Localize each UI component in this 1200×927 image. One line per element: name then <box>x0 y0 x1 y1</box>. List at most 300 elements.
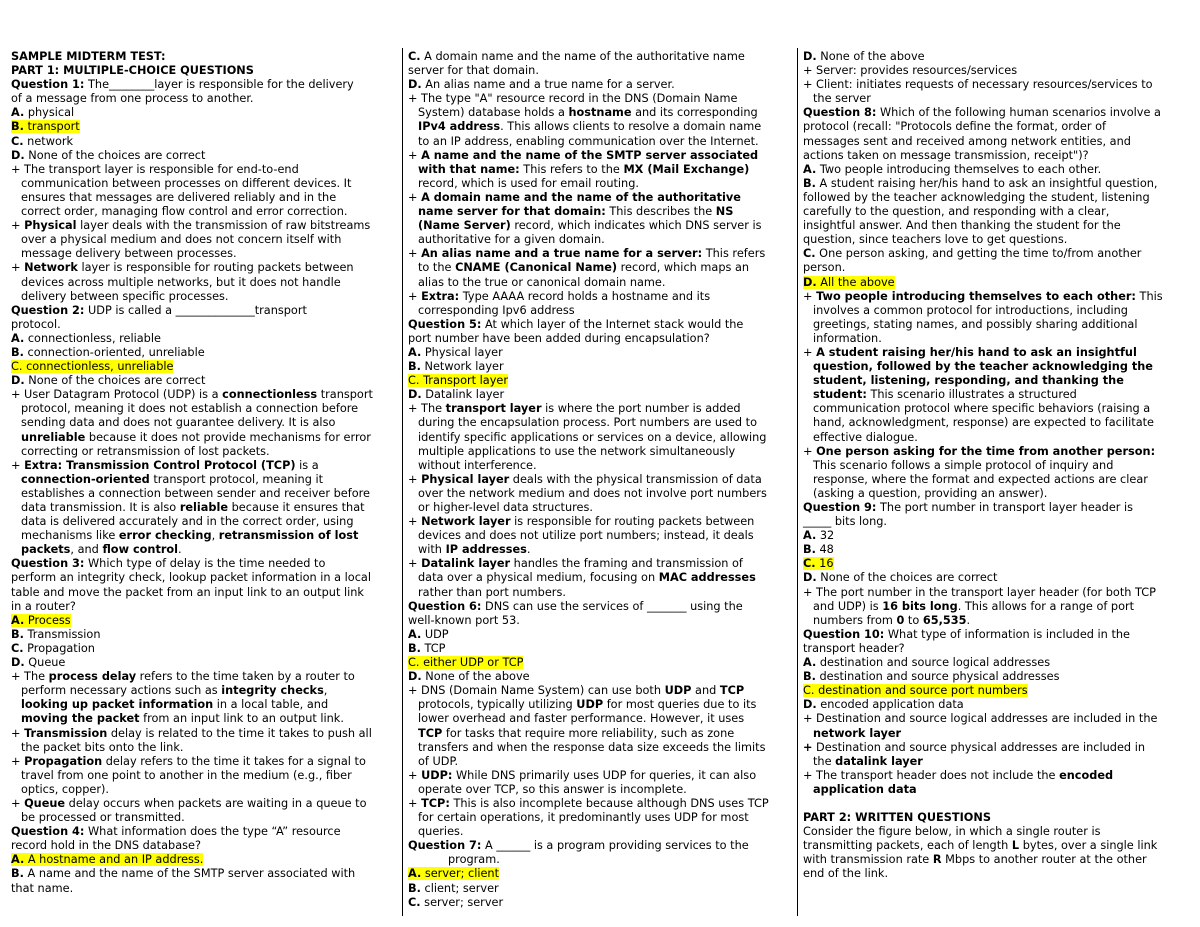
text-line <box>408 50 791 64</box>
text-line <box>11 50 396 64</box>
text-line <box>803 825 1188 839</box>
text-line <box>408 276 791 290</box>
bold-text: network layer <box>813 726 902 740</box>
text-line <box>11 290 396 304</box>
bold-text: C. <box>408 50 421 63</box>
bold-text: + <box>803 740 813 754</box>
text-line <box>408 797 791 811</box>
highlighted-answer: A. <box>11 853 25 867</box>
text-span: operate over TCP, so this answer is incomplete. <box>418 782 687 796</box>
text-span: delay refers to the time it takes for a signal to <box>102 754 366 768</box>
bold-text: D. <box>11 148 25 162</box>
text-line <box>803 233 1188 247</box>
text-line <box>11 92 396 106</box>
text-line <box>408 92 791 106</box>
text-span: corresponding Ipv6 address <box>418 303 575 317</box>
bold-text: SAMPLE MIDTERM TEST: <box>11 50 166 63</box>
text-line <box>803 106 1188 120</box>
bold-text: 16 bits long <box>882 599 958 613</box>
text-span: Transmission <box>23 627 101 641</box>
text-span: + <box>408 190 422 204</box>
column-divider-right <box>797 48 798 916</box>
text-line <box>11 515 396 529</box>
bold-text: Extra: Transmission Control Protocol (TCP) <box>24 458 296 472</box>
text-span: , <box>211 529 219 543</box>
text-span: . <box>966 613 971 627</box>
text-line <box>803 797 1188 811</box>
text-span: + <box>11 796 25 810</box>
text-line <box>11 600 396 614</box>
text-span: Two people introducing themselves to each other. <box>816 162 1102 176</box>
text-span: Datalink layer <box>421 388 505 402</box>
text-line <box>803 149 1188 163</box>
text-line <box>803 64 1188 78</box>
bold-text: Physical layer <box>421 472 510 486</box>
highlighted-answer: C. <box>803 557 816 571</box>
bold-text: TCP: <box>421 796 450 810</box>
bold-text: integrity checks <box>221 684 324 698</box>
text-line <box>803 388 1188 402</box>
text-span: the <box>813 754 836 768</box>
bold-text: connection-oriented <box>21 472 150 486</box>
text-span: + <box>408 557 422 571</box>
text-span: travel from one point to another in the medium (e.g., fiber <box>21 768 352 782</box>
text-span: None of the choices are correct <box>24 148 206 162</box>
text-span: be processed or transmitted. <box>21 811 185 825</box>
bold-text: Two people introducing themselves to each other: <box>816 289 1136 303</box>
column-right <box>803 50 1188 881</box>
text-span: encoded application data <box>816 698 964 712</box>
text-span: protocol. <box>11 317 61 331</box>
text-line <box>408 163 791 177</box>
text-span: greetings, stating names, and possibly sharing additional <box>813 317 1138 331</box>
text-span: perform an integrity check, lookup packet information in a local <box>11 571 371 585</box>
text-span: + <box>408 796 422 810</box>
text-span: person. <box>803 261 846 275</box>
text-line <box>11 797 396 811</box>
text-span: None of the above <box>816 50 925 63</box>
text-line <box>803 163 1188 177</box>
bold-text: Queue <box>24 796 66 810</box>
text-line <box>408 501 791 515</box>
highlighted-answer: A hostname and an IP address. <box>24 853 204 867</box>
text-line <box>803 318 1188 332</box>
text-span: DNS can use the services of _______ using the <box>481 599 743 613</box>
text-line <box>11 501 396 515</box>
text-span: + <box>803 444 817 458</box>
text-span: + User Datagram Protocol (UDP) is a <box>11 388 223 402</box>
bold-text: A. <box>803 529 817 543</box>
text-line <box>11 586 396 600</box>
text-line <box>11 783 396 797</box>
text-line <box>803 135 1188 149</box>
bold-text: D. <box>408 78 422 92</box>
bold-text: IP addresses <box>445 543 527 557</box>
text-span: 48 <box>815 543 834 557</box>
bold-text: packets <box>21 543 71 557</box>
text-span: Destination and source physical addresses are included in <box>812 740 1145 754</box>
bold-text: PART 2: WRITTEN QUESTIONS <box>803 810 991 824</box>
text-span: + <box>11 726 25 740</box>
text-span: alias to the true or canonical domain name. <box>418 275 666 289</box>
text-line <box>803 205 1188 219</box>
text-line <box>408 811 791 825</box>
text-span: table and move the packet from an input link to an output link <box>11 585 364 599</box>
text-span: program. <box>448 853 500 867</box>
text-span: record hold in the DNS database? <box>11 839 201 853</box>
text-span: for tasks that require more reliability, such as zone <box>442 726 735 740</box>
text-span: ensures that messages are delivered reliably and in the <box>21 190 337 204</box>
text-line <box>803 769 1188 783</box>
text-span: Physical layer <box>421 345 503 359</box>
text-span: + The type "A" resource record in the DNS (Domain Name <box>408 92 738 106</box>
text-span: deals with the physical transmission of data <box>509 472 762 486</box>
text-span: network <box>23 134 74 148</box>
bold-text: student: <box>813 388 867 402</box>
bold-text: Question 4: <box>11 825 85 839</box>
text-span: hand, acknowledgment, response) are expected to facilitate <box>813 416 1155 430</box>
text-span: in a router? <box>11 599 76 613</box>
text-line <box>408 867 791 881</box>
text-line <box>408 896 791 910</box>
text-line <box>11 332 396 346</box>
text-line <box>408 571 791 585</box>
text-line <box>803 628 1188 642</box>
text-line <box>11 727 396 741</box>
bold-text: TCP <box>719 684 745 698</box>
text-line <box>11 135 396 149</box>
bold-text: Question 2: <box>11 303 85 317</box>
text-span: and its corresponding <box>631 106 758 120</box>
bold-text: flow control <box>102 543 179 557</box>
text-span: correct order, managing flow control and error correction. <box>21 205 348 219</box>
text-line <box>408 106 791 120</box>
text-span: connection-oriented, unreliable <box>23 345 205 359</box>
text-line <box>408 416 791 430</box>
highlighted-answer: D. <box>803 275 817 289</box>
text-span: connectionless, reliable <box>24 331 161 345</box>
text-line <box>408 670 791 684</box>
text-line <box>11 191 396 205</box>
text-line <box>803 839 1188 853</box>
text-line <box>803 698 1188 712</box>
highlighted-answer: A. <box>408 867 422 881</box>
text-line <box>408 783 791 797</box>
text-line <box>408 825 791 839</box>
text-line <box>803 50 1188 64</box>
text-span: Propagation <box>23 641 95 655</box>
text-span: , <box>323 684 328 698</box>
bold-text: Question 10: <box>803 627 885 641</box>
text-line <box>11 177 396 191</box>
bold-text: A student raising her/his hand to ask an insightful <box>816 345 1137 359</box>
text-line <box>803 78 1188 92</box>
text-span: to an IP address, enabling communication over the Internet. <box>418 134 759 148</box>
text-line <box>408 205 791 219</box>
text-span: data transmission. It is also <box>21 501 180 514</box>
text-line <box>11 445 396 459</box>
text-line <box>803 247 1188 261</box>
text-span: server for that domain. <box>408 64 539 78</box>
text-span: rather than port numbers. <box>418 585 566 599</box>
text-span: + The transport header does not include the <box>803 768 1060 782</box>
text-span: + <box>408 472 422 486</box>
bold-text: Question 1: <box>11 78 85 92</box>
text-line <box>11 811 396 825</box>
text-span: transmitting packets, each of length <box>803 839 1012 853</box>
highlighted-answer: B. <box>11 120 24 134</box>
bold-text: Network layer <box>421 515 511 529</box>
text-span: for most queries due to its <box>603 698 757 712</box>
text-span: end of the link. <box>803 867 889 881</box>
bold-text: PART 1: MULTIPLE-CHOICE QUESTIONS <box>11 64 254 78</box>
text-line <box>11 656 396 670</box>
text-span: UDP is called a ______________transport <box>84 303 307 317</box>
text-line <box>11 557 396 571</box>
text-line <box>11 360 396 374</box>
text-span: + The port number in the transport layer header (for both TCP <box>803 585 1156 599</box>
text-span: Type AAAA record holds a hostname and its <box>459 289 711 303</box>
bold-text: D. <box>408 670 422 684</box>
text-line <box>803 571 1188 585</box>
text-span: layer deals with the transmission of raw bitstreams <box>76 219 371 233</box>
text-span: message delivery between processes. <box>21 247 237 261</box>
text-line <box>803 261 1188 275</box>
text-span: establishes a connection between sender and receiver before <box>21 486 370 500</box>
text-span: While DNS primarily uses UDP for queries, it can also <box>452 768 757 782</box>
bold-text: Question 7: <box>408 839 482 853</box>
text-line <box>11 374 396 388</box>
text-line <box>408 177 791 191</box>
text-span: data over a physical medium, focusing on <box>418 571 659 585</box>
text-line <box>803 529 1188 543</box>
text-span: data is delivered accurately and in the correct order, using <box>21 515 354 529</box>
bold-text: Question 3: <box>11 557 85 571</box>
bold-text: A domain name and the name of the authoritative <box>421 190 741 204</box>
text-line <box>803 867 1188 881</box>
bold-text: One person asking for the time from another person: <box>816 444 1156 458</box>
text-span: correcting or retransmission of lost packets. <box>21 444 270 458</box>
text-line <box>408 741 791 755</box>
text-line <box>11 78 396 92</box>
text-span: TCP <box>420 641 446 655</box>
text-span: with transmission rate <box>803 853 933 867</box>
text-span: + <box>11 261 25 275</box>
column-divider-left <box>402 48 403 916</box>
bold-text: Question 8: <box>803 106 877 120</box>
text-line <box>11 304 396 318</box>
text-span: + <box>408 148 422 162</box>
text-span: and UDP) is <box>813 599 883 613</box>
text-span: layer is responsible for routing packets between <box>77 261 354 275</box>
text-span: refers to the time taken by a router to <box>136 670 355 684</box>
bold-text: MX (Mail Exchange) <box>623 162 750 176</box>
text-span: followed by the teacher acknowledging the student, listening <box>803 190 1150 204</box>
text-span: + <box>11 458 25 472</box>
text-line <box>803 600 1188 614</box>
text-span: + Server: provides resources/services <box>803 64 1018 78</box>
bold-text: A. <box>803 656 817 670</box>
text-span: with <box>418 543 446 557</box>
bold-text: 65,535 <box>922 613 967 627</box>
text-span: This is also incomplete because although DNS uses TCP <box>449 796 769 810</box>
text-line <box>408 543 791 557</box>
text-line <box>408 304 791 318</box>
text-span: + <box>803 345 817 359</box>
text-line <box>803 755 1188 769</box>
text-span: , and <box>70 543 103 557</box>
text-span: + <box>408 247 422 261</box>
text-span: response, where the format and expected actions are clear <box>813 472 1148 486</box>
text-line <box>803 515 1188 529</box>
text-line <box>408 78 791 92</box>
text-span: + <box>803 289 817 303</box>
text-span: record, which is used for email routing. <box>418 176 639 190</box>
text-line <box>408 149 791 163</box>
text-line <box>803 177 1188 191</box>
text-span: None of the above <box>421 670 530 684</box>
text-line <box>803 120 1188 134</box>
bold-text: encoded <box>1059 768 1114 782</box>
text-line <box>11 529 396 543</box>
text-line <box>803 304 1188 318</box>
bold-text: process delay <box>48 670 137 684</box>
text-line <box>408 727 791 741</box>
text-span: The________layer is responsible for the delivery <box>84 78 354 92</box>
text-line <box>11 318 396 332</box>
text-line <box>803 473 1188 487</box>
text-span: information. <box>813 331 882 345</box>
bold-text: Question 5: <box>408 317 482 331</box>
text-span: transport protocol, meaning it <box>149 472 324 486</box>
text-line <box>11 755 396 769</box>
bold-text: C. <box>11 134 24 148</box>
text-span: The port number in transport layer header is <box>876 501 1134 514</box>
bold-text: IPv4 address <box>418 120 501 134</box>
bold-text: hostname <box>568 106 632 120</box>
text-span: over the network medium and does not involve port numbers <box>418 486 767 500</box>
text-span: bytes, over a single link <box>1019 839 1158 853</box>
text-span: without interference. <box>418 458 537 472</box>
text-line <box>408 247 791 261</box>
bold-text: D. <box>803 50 817 63</box>
text-span: delay occurs when packets are waiting in a queue to <box>65 796 367 810</box>
bold-text: application data <box>813 782 917 796</box>
text-line <box>11 276 396 290</box>
text-line <box>11 106 396 120</box>
text-line <box>803 543 1188 557</box>
bold-text: Transmission <box>24 726 108 740</box>
text-line <box>408 374 791 388</box>
text-line <box>408 431 791 445</box>
text-line <box>803 219 1188 233</box>
text-line <box>11 712 396 726</box>
text-span: to the <box>418 261 456 275</box>
bold-text: L <box>1011 839 1020 853</box>
bold-text: reliable <box>179 501 229 514</box>
text-line <box>803 402 1188 416</box>
text-line <box>803 642 1188 656</box>
text-line <box>11 487 396 501</box>
text-line <box>11 402 396 416</box>
text-line <box>408 135 791 149</box>
bold-text: A. <box>11 331 25 345</box>
text-span: + The transport layer is responsible for end-to-end <box>11 162 299 176</box>
text-line <box>11 543 396 557</box>
bold-text: B. <box>408 881 421 895</box>
text-span: devices across multiple networks, but it does not handle <box>21 275 341 289</box>
bold-text: B. <box>408 360 421 374</box>
text-span: and <box>691 684 720 698</box>
text-line <box>11 769 396 783</box>
text-span: that name. <box>11 881 74 895</box>
text-line <box>11 684 396 698</box>
text-line <box>11 698 396 712</box>
text-span: protocols, typically utilizing <box>418 698 577 712</box>
text-line <box>803 783 1188 797</box>
text-line <box>408 120 791 134</box>
text-span: port number have been added during encapsulation? <box>408 331 710 345</box>
text-span: carefully to the question, and responding with a clear, <box>803 205 1110 219</box>
text-span: System) database holds a <box>418 106 569 120</box>
text-span: communication between processes on different devices. It <box>21 176 352 190</box>
text-line <box>408 487 791 501</box>
highlighted-answer: server; client <box>421 867 500 881</box>
bold-text: UDP: <box>421 768 453 782</box>
bold-text: B. <box>803 176 816 190</box>
text-line <box>803 727 1188 741</box>
text-span: One person asking, and getting the time to/from another <box>815 247 1142 261</box>
text-line <box>408 191 791 205</box>
text-span: . This allows clients to resolve a domain name <box>500 120 762 134</box>
text-span: What information does the type “A” resource <box>84 825 341 839</box>
bold-text: error checking <box>118 529 212 543</box>
text-line <box>803 346 1188 360</box>
bold-text: student, listening, responding, and thanking the <box>813 374 1124 388</box>
text-span: A ______ is a program providing services to the <box>481 839 749 853</box>
text-line <box>408 684 791 698</box>
bold-text: Extra: <box>421 289 460 303</box>
text-span: Mbps to another router at the other <box>941 853 1147 867</box>
text-span: sending data and does not guarantee delivery. It is also <box>21 416 336 430</box>
text-line <box>11 346 396 360</box>
text-line <box>408 628 791 642</box>
text-line <box>408 445 791 459</box>
text-line <box>803 459 1188 473</box>
text-span: of a message from one process to another. <box>11 92 254 106</box>
bold-text: B. <box>11 345 24 359</box>
text-span: record, which maps an <box>617 261 750 275</box>
bold-text: MAC addresses <box>658 571 756 585</box>
text-span: well-known port 53. <box>408 613 520 627</box>
text-span: What type of information is included in the <box>884 627 1130 641</box>
text-span: A domain name and the name of the authoritative name <box>420 50 745 63</box>
bold-text: NS <box>715 205 734 219</box>
text-span: . <box>526 543 531 557</box>
text-line <box>803 853 1188 867</box>
text-span: physical <box>24 106 75 120</box>
bold-text: question, followed by the teacher acknowledging the <box>813 360 1153 374</box>
text-line <box>408 261 791 275</box>
text-line <box>803 332 1188 346</box>
bold-text: UDP <box>576 698 604 712</box>
text-span: the packet bits onto the link. <box>21 740 184 754</box>
text-span: perform necessary actions such as <box>21 684 222 698</box>
bold-text: B. <box>408 641 421 655</box>
text-line <box>11 219 396 233</box>
bold-text: transport layer <box>445 402 542 416</box>
text-span: + <box>408 768 422 782</box>
